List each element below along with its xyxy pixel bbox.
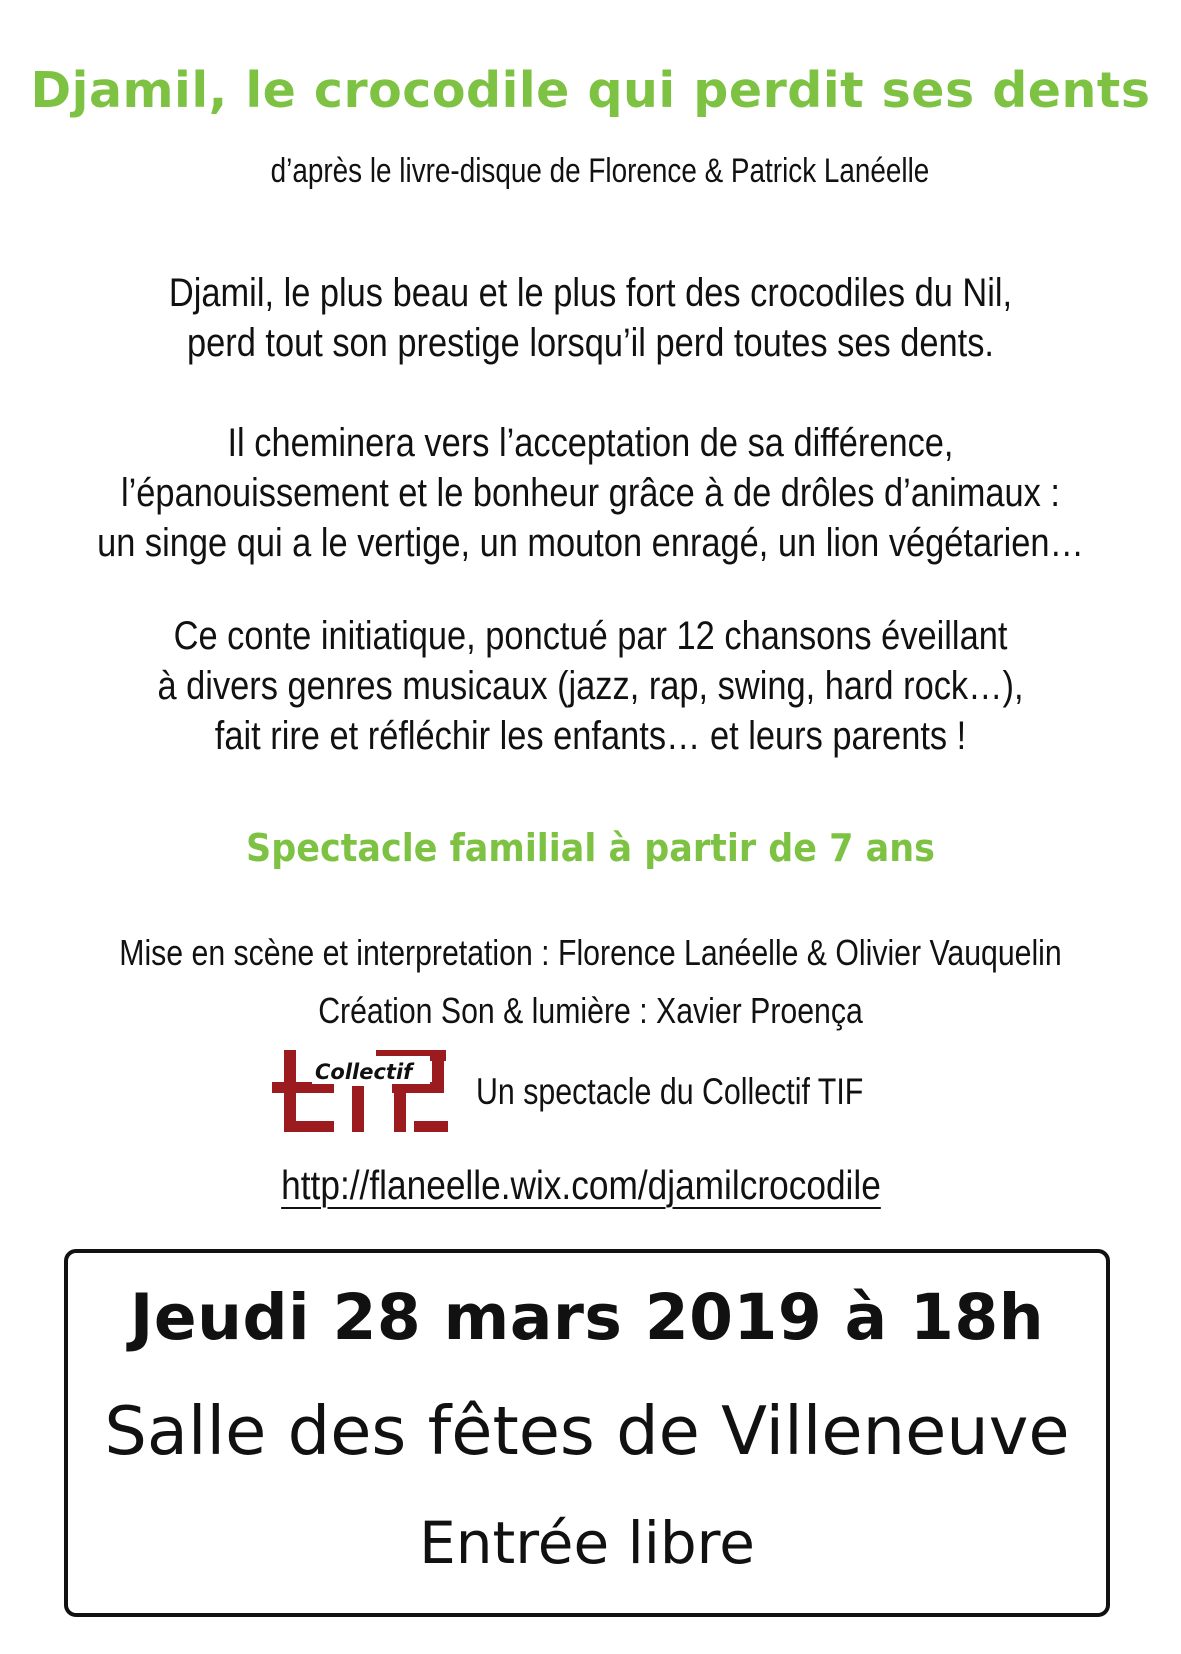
logo-text: Collectif [315, 1060, 413, 1084]
sound-light-credit: Création Son & lumière : Xavier Proença [318, 990, 863, 1031]
staging-credit: Mise en scène et interpretation : Florence Lanéelle & Olivier Vauquelin [119, 932, 1062, 973]
synopsis-line: Il cheminera vers l’acceptation de sa différence, [227, 421, 954, 465]
synopsis-line: perd tout son prestige lorsqu’il perd toutes ses dents. [187, 321, 994, 365]
event-price: Entrée libre [419, 1509, 755, 1577]
collectif-tif-logo [272, 1046, 457, 1142]
synopsis-line: à divers genres musicaux (jazz, rap, swing, hard rock…), [157, 664, 1024, 708]
poster-title: Djamil, le crocodile qui perdit ses dents [30, 62, 1151, 119]
synopsis-paragraph-3 [83, 611, 1099, 761]
website-link[interactable]: http://flaneelle.wix.com/djamilcrocodile [281, 1162, 881, 1208]
event-date: Jeudi 28 mars 2019 à 18h [129, 1281, 1045, 1354]
event-venue: Salle des fêtes de Villeneuve [104, 1392, 1070, 1470]
synopsis-line: fait rire et réfléchir les enfants… et leurs parents ! [214, 714, 967, 758]
synopsis-line: l’épanouissement et le bonheur grâce à de drôles d’animaux : [121, 471, 1060, 515]
website-link-container [81, 1162, 1080, 1209]
poster-subtitle: d’après le livre-disque de Florence & Patrick Lanéelle [270, 152, 930, 190]
synopsis-paragraph-2 [83, 418, 1099, 568]
event-info-box [64, 1249, 1110, 1617]
producer-label: Un spectacle du Collectif TIF [476, 1071, 864, 1112]
synopsis-paragraph-1 [83, 268, 1099, 368]
synopsis-line: Djamil, le plus beau et le plus fort des crocodiles du Nil, [168, 271, 1013, 315]
audience-label: Spectacle familial à partir de 7 ans [246, 826, 935, 870]
synopsis-line: un singe qui a le vertige, un mouton enragé, un lion végétarien… [97, 521, 1084, 565]
synopsis-line: Ce conte initiatique, ponctué par 12 chansons éveillant [173, 614, 1008, 658]
